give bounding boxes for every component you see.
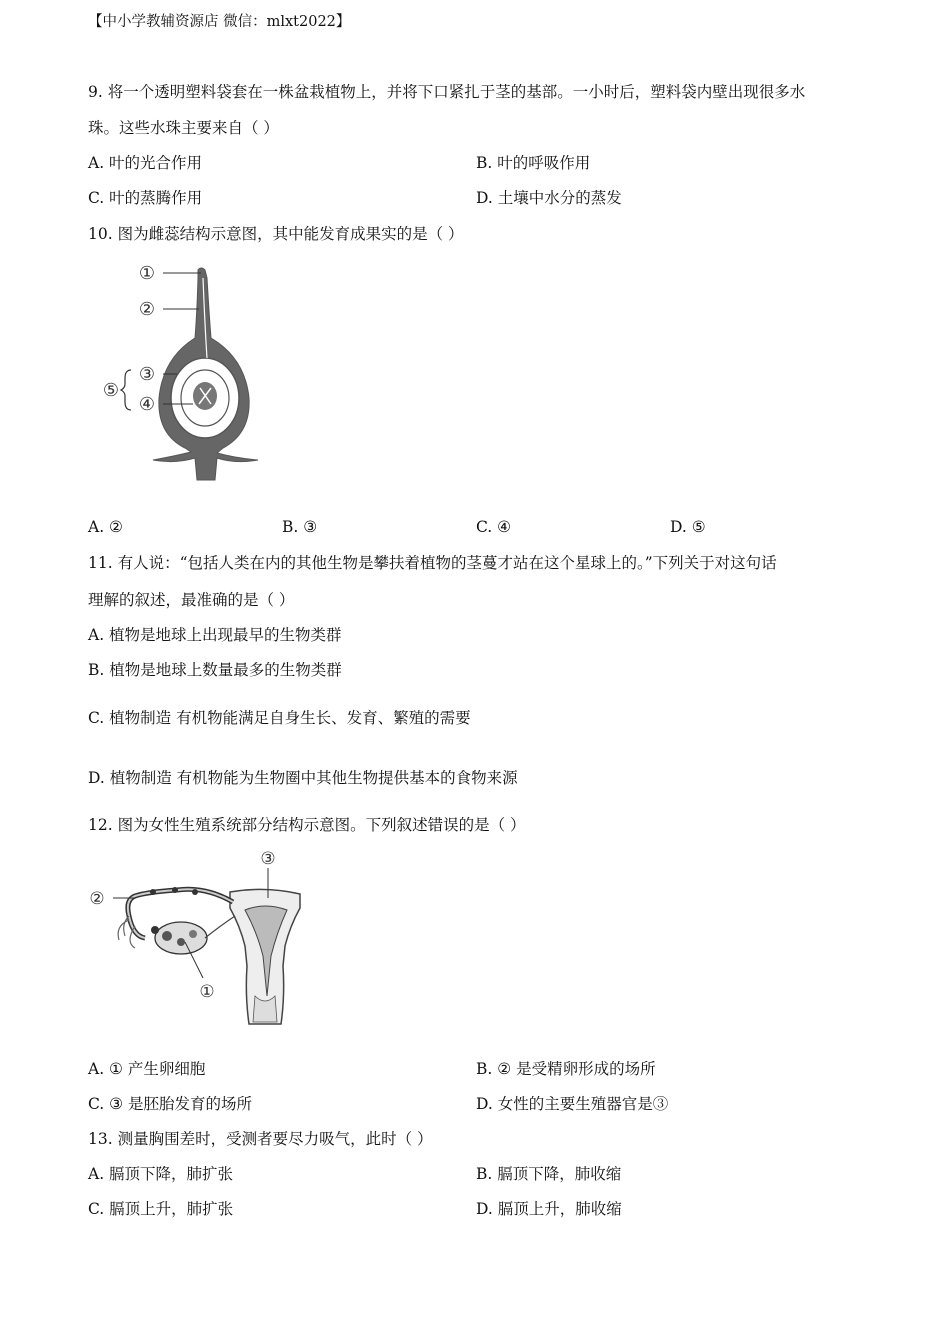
q12-option-c: C. ③ 是胚胎发育的场所 <box>88 1095 252 1113</box>
q13-option-c: C. 膈顶上升，肺扩张 <box>88 1200 234 1218</box>
q9-option-b: B. 叶的呼吸作用 <box>476 154 591 172</box>
q9-stem-line1: 9. 将一个透明塑料袋套在一株盆栽植物上，并将下口紧扎于茎的基部。一小时后，塑料袋内壁出现很多水 <box>88 83 806 101</box>
pistil-label-1: ① <box>138 263 156 284</box>
female-label-2: ② <box>89 889 105 909</box>
pistil-label-3: ③ <box>138 364 156 385</box>
q9-option-c: C. 叶的蒸腾作用 <box>88 189 203 207</box>
q13-option-b: B. 膈顶下降，肺收缩 <box>476 1165 622 1183</box>
q13-stem: 13. 测量胸围差时，受测者要尽力吸气，此时（ ） <box>88 1130 433 1148</box>
q10-stem: 10. 图为雌蕊结构示意图，其中能发育成果实的是（ ） <box>88 225 464 243</box>
page-header: 【中小学教辅资源店 微信：mlxt2022】 <box>88 14 351 30</box>
q13-option-d: D. 膈顶上升，肺收缩 <box>476 1200 622 1218</box>
q11-stem-line1: 11. 有人说：“包括人类在内的其他生物是攀扶着植物的茎蔓才站在这个星球上的。”下列关于对这句话 <box>88 554 777 572</box>
q10-option-c: C. ④ <box>476 518 512 536</box>
q11-stem-line2: 理解的叙述，最准确的是（ ） <box>88 591 295 609</box>
female-label-3: ③ <box>260 849 276 869</box>
q9-option-d: D. 土壤中水分的蒸发 <box>476 189 622 207</box>
q11-option-d: D. 植物制造 有机物能为生物圈中其他生物提供基本的食物来源 <box>88 769 518 787</box>
q12-option-b: B. ② 是受精卵形成的场所 <box>476 1060 656 1078</box>
q12-stem: 12. 图为女性生殖系统部分结构示意图。下列叙述错误的是（ ） <box>88 816 526 834</box>
q9-stem-line2: 珠。这些水珠主要来自（ ） <box>88 119 279 137</box>
q10-option-b: B. ③ <box>282 518 318 536</box>
q11-option-c: C. 植物制造 有机物能满足自身生长、发育、繁殖的需要 <box>88 709 471 727</box>
female-reproductive-diagram <box>85 846 305 1031</box>
pistil-label-4: ④ <box>138 394 156 415</box>
q9-option-a: A. 叶的光合作用 <box>88 154 203 172</box>
q10-option-d: D. ⑤ <box>670 518 706 536</box>
q12-option-d: D. 女性的主要生殖器官是③ <box>476 1095 669 1113</box>
pistil-label-5: ⑤ <box>102 380 120 401</box>
q11-option-a: A. 植物是地球上出现最早的生物类群 <box>88 626 342 644</box>
pistil-diagram <box>95 258 270 483</box>
pistil-label-2: ② <box>138 299 156 320</box>
q11-option-b: B. 植物是地球上数量最多的生物类群 <box>88 661 342 679</box>
q12-option-a: A. ① 产生卵细胞 <box>88 1060 206 1078</box>
q13-option-a: A. 膈顶下降，肺扩张 <box>88 1165 234 1183</box>
female-label-1: ① <box>199 982 215 1002</box>
q10-option-a: A. ② <box>88 518 123 536</box>
